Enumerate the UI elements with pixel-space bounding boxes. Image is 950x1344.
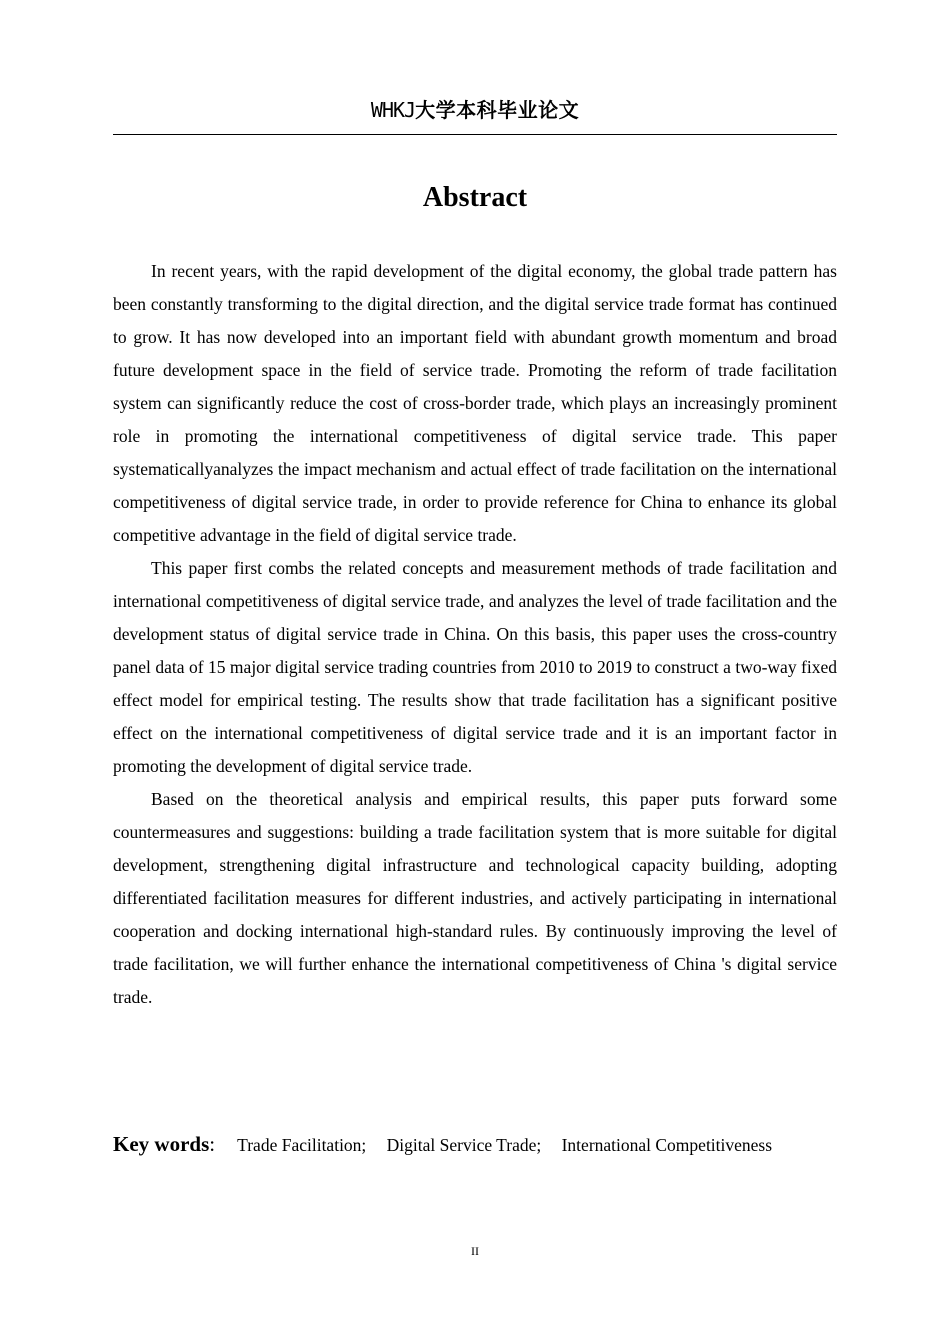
page-number: II	[471, 1244, 479, 1258]
keyword-item: Trade Facilitation;	[237, 1135, 367, 1155]
abstract-title: Abstract	[422, 182, 528, 213]
running-header	[113, 96, 837, 124]
keywords-label: Key words	[113, 1132, 210, 1156]
keywords-line	[113, 1128, 853, 1162]
institution-code: WHKJ	[370, 98, 416, 122]
header-divider	[113, 134, 837, 135]
thesis-type-title: 大学本科毕业论文	[415, 98, 580, 122]
abstract-body	[113, 255, 837, 1014]
abstract-paragraph-3: Based on the theoretical analysis and empirical results, this paper puts forward some countermeasures and suggestions: building a trade facilitation system that is more suitable for digital development, strengthening digital infrastructure and technological capacity building, adopting differentiated facilitation measures for different industries, and actively participating in international cooperation and docking international high-standard rules. By continuously improving the level of trade facilitation, we will further enhance the international competitiveness of China 's digital service trade.	[113, 789, 837, 1007]
keyword-item: Digital Service Trade;	[386, 1135, 542, 1155]
abstract-paragraph-1: In recent years, with the rapid development of the digital economy, the global trade pattern has been constantly transforming to the digital direction, and the digital service trade format has continued to grow. It has now developed into an important field with abundant growth momentum and broad future development space in the field of service trade. Promoting the reform of trade facilitation system can significantly reduce the cost of cross-border trade, which plays an increasingly prominent role in promoting the international competitiveness of digital service trade. This paper systematicallyanalyzes the impact mechanism and actual effect of trade facilitation on the international competitiveness of digital service trade, in order to provide reference for China to enhance its global competitive advantage in the field of digital service trade.	[113, 261, 837, 545]
keywords-colon: :	[209, 1132, 216, 1156]
keyword-item: International Competitiveness	[561, 1135, 773, 1155]
abstract-paragraph-2: This paper first combs the related concepts and measurement methods of trade facilitation and international competitiveness of digital service trade, and analyzes the level of trade facilitation and the development status of digital service trade in China. On this basis, this paper uses the cross-country panel data of 15 major digital service trading countries from 2010 to 2019 to construct a two-way fixed effect model for empirical testing. The results show that trade facilitation has a significant positive effect on the international competitiveness of digital service trade and it is an important factor in promoting the development of digital service trade.	[113, 558, 837, 776]
